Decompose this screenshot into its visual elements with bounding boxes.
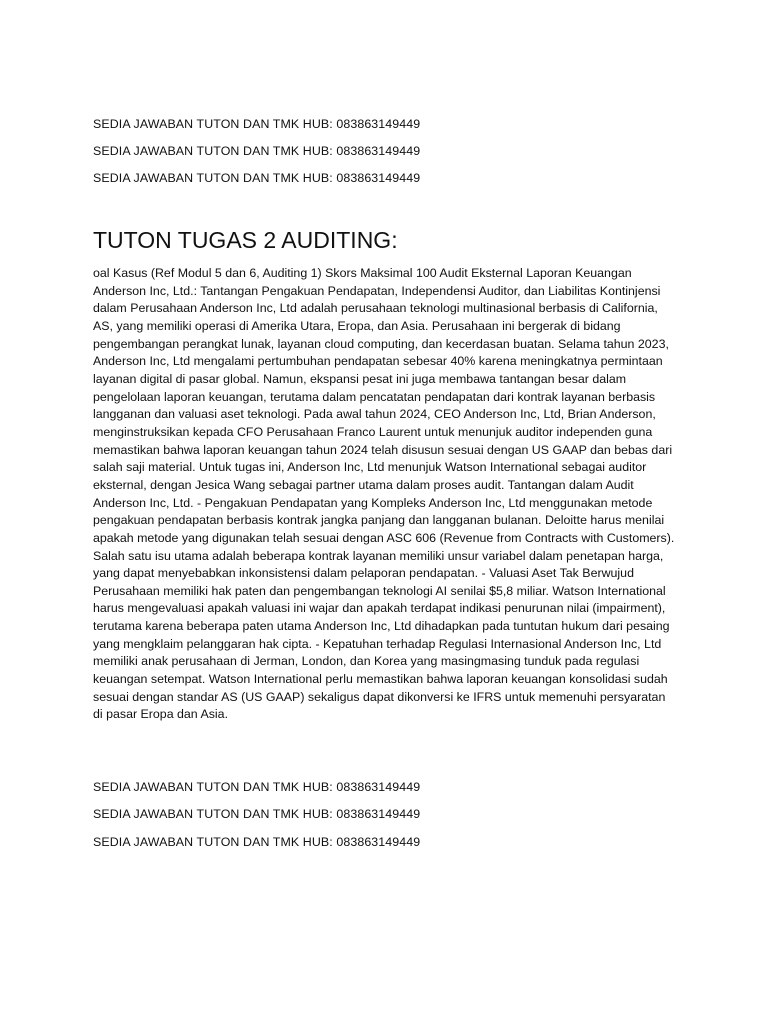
- footer-contact-line-2: SEDIA JAWABAN TUTON DAN TMK HUB: 083863149449: [93, 807, 421, 821]
- footer-contact-line-3: SEDIA JAWABAN TUTON DAN TMK HUB: 083863149449: [93, 835, 421, 849]
- header-contact-line-2: SEDIA JAWABAN TUTON DAN TMK HUB: 083863149449: [93, 144, 421, 158]
- header-contact-line-3: SEDIA JAWABAN TUTON DAN TMK HUB: 083863149449: [93, 171, 421, 185]
- footer-contact-line-1: SEDIA JAWABAN TUTON DAN TMK HUB: 083863149449: [93, 780, 421, 794]
- header-contact-line-1: SEDIA JAWABAN TUTON DAN TMK HUB: 083863149449: [93, 117, 421, 131]
- document-title: TUTON TUGAS 2 AUDITING:: [93, 227, 398, 253]
- case-body-paragraph: oal Kasus (Ref Modul 5 dan 6, Auditing 1) Skors Maksimal 100 Audit Eksternal Laporan Keuangan Anderson Inc, Ltd.: Tantangan Pengakuan Pendapatan, Independensi Auditor, dan Liabilitas Kontinjensi dalam Perusahaan Anderson Inc, Ltd adalah perusahaan teknologi multinasional berbasis di California, AS, yang memiliki operasi di Amerika Utara, Eropa, dan Asia. Perusahaan ini bergerak di bidang pengembangan perangkat lunak, layanan cloud computing, dan kecerdasan buatan. Selama tahun 2023, Anderson Inc, Ltd mengalami pertumbuhan pendapatan sebesar 40% karena meningkatnya permintaan layanan digital di pasar global. Namun, ekspansi pesat ini juga membawa tantangan besar dalam pengelolaan laporan keuangan, terutama dalam pencatatan pendapatan dari kontrak layanan berbasis langganan dan valuasi aset teknologi. Pada awal tahun 2024, CEO Anderson Inc, Ltd, Brian Anderson, menginstruksikan kepada CFO Perusahaan Franco Laurent untuk menunjuk auditor independen guna memastikan bahwa laporan keuangan tahun 2024 telah disusun sesuai dengan US GAAP dan bebas dari salah saji material. Untuk tugas ini, Anderson Inc, Ltd menunjuk Watson International sebagai auditor eksternal, dengan Jesica Wang sebagai partner utama dalam proses audit. Tantangan dalam Audit Anderson Inc, Ltd. - Pengakuan Pendapatan yang Kompleks Anderson Inc, Ltd menggunakan metode pengakuan pendapatan berbasis kontrak jangka panjang dan langganan bulanan. Deloitte harus menilai apakah metode yang digunakan telah sesuai dengan ASC 606 (Revenue from Contracts with Customers). Salah satu isu utama adalah beberapa kontrak layanan memiliki unsur variabel dalam penetapan harga, yang dapat menyebabkan inkonsistensi dalam pelaporan pendapatan. - Valuasi Aset Tak Berwujud Perusahaan memiliki hak paten dan pengembangan teknologi AI senilai $5,8 miliar. Watson International harus mengevaluasi apakah valuasi ini wajar dan apakah terdapat indikasi penurunan nilai (impairment), terutama karena beberapa paten utama Anderson Inc, Ltd dihadapkan pada tuntutan hukum dari pesaing yang mengklaim pelanggaran hak cipta. - Kepatuhan terhadap Regulasi Internasional Anderson Inc, Ltd memiliki anak perusahaan di Jerman, London, dan Korea yang masingmasing tunduk pada regulasi keuangan setempat. Watson International perlu memastikan bahwa laporan keuangan konsolidasi sudah sesuai dengan standar AS (US GAAP) sekaligus dapat dikonversi ke IFRS untuk memenuhi persyaratan di pasar Eropa dan Asia.: [93, 266, 675, 722]
